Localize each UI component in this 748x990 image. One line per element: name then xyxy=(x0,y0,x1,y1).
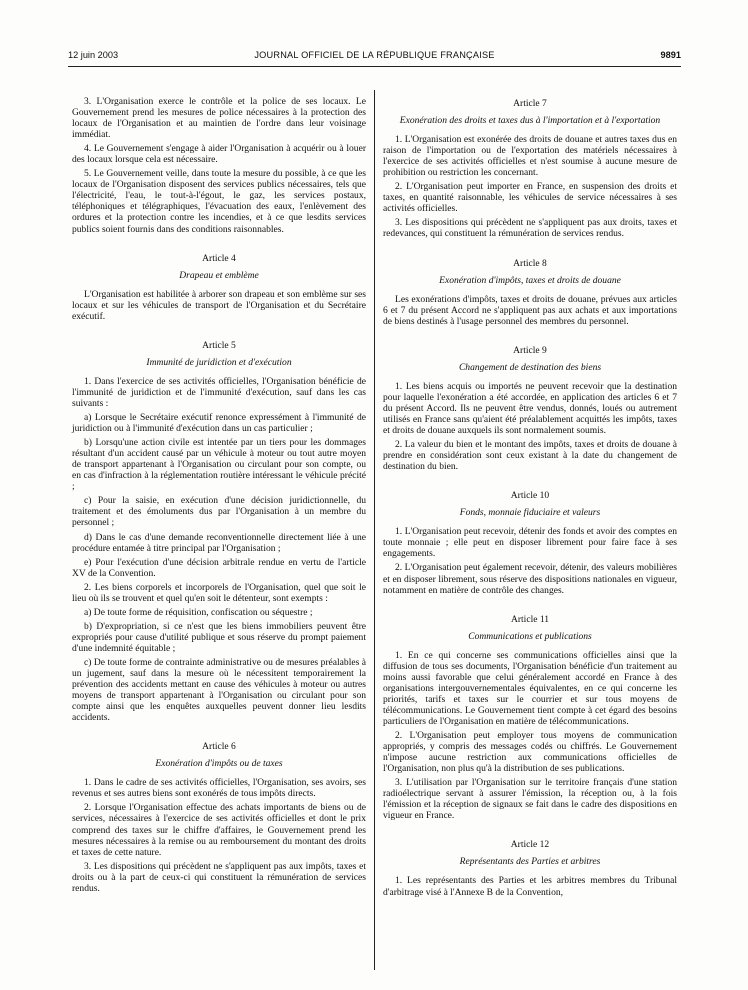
paragraph: 3. L'Organisation exerce le contrôle et la police de ses locaux. Le Gouvernement prend les mesures de police nécessaires à la protection des locaux de l'Organisation et au maintien de l'ordre dans leur voisinage immédiat. xyxy=(72,96,366,141)
article-11-subtitle: Communications et publications xyxy=(468,630,592,642)
article-11-title: Article 11 xyxy=(510,613,550,625)
paragraph: 1. L'Organisation est exonérée des droits de douane et autres taxes dus en raison de l'importation ou de l'exportation des matériels nécessaires à l'exercice de ses activités officielles et n'est soumise à aucune mesure de prohibition ou restriction les concernant. xyxy=(383,134,677,179)
paragraph: 2. L'Organisation peut employer tous moyens de communication appropriés, y compris des messages codés ou chiffrés. Le Gouvernement n'impose aucune restriction aux communications officielles de l'Organisation, non plus qu'à la distribution de ses publications. xyxy=(383,730,677,775)
header-journal-title: JOURNAL OFFICIEL DE LA RÉPUBLIQUE FRANÇAISE xyxy=(254,50,495,60)
paragraph: 2. La valeur du bien et le montant des impôts, taxes et droits de douane à prendre en considération sont ceux existant à la date du changement de destination du bien. xyxy=(383,439,677,473)
article-7-title: Article 7 xyxy=(513,98,547,109)
paragraph: a) Lorsque le Secrétaire exécutif renonce expressément à l'immunité de juridiction ou à l'immunité d'exécution dans un cas particulier ; xyxy=(72,412,366,435)
header-rule xyxy=(68,66,681,67)
paragraph: 3. L'utilisation par l'Organisation sur le territoire français d'une station radioélectrique servant à assurer l'émission, la réception ou, à la fois l'émission et la réception de signaux se fait dans le cadre des dispositions en vigueur en France. xyxy=(383,777,677,822)
article-8-subtitle: Exonération d'impôts, taxes et droits de douane xyxy=(439,274,621,286)
article-5-subtitle: Immunité de juridiction et d'exécution xyxy=(146,356,292,368)
header-date: 12 juin 2003 xyxy=(68,50,119,60)
article-6-title: Article 6 xyxy=(202,741,236,753)
paragraph: 1. En ce qui concerne ses communications officielles ainsi que la diffusion de tous ses documents, l'Organisation bénéficie d'un traitement au moins aussi favorable que celui généralement accordé en France à des organisations intergouvernementales équivalentes, en ce qui concerne les priorités, tarifs et taxes sur le courrier et sur tous moyens de télécommunications. Le Gouvernement tient compte à cet égard des besoins particuliers de l'Organisation en matière de télécommunications. xyxy=(383,649,677,727)
article-12-title: Article 12 xyxy=(510,839,550,851)
paragraph: c) Pour la saisie, en exécution d'une décision juridictionnelle, du traitement et des émoluments dus par l'Organisation à un membre du personnel ; xyxy=(72,495,366,529)
paragraph: 2. L'Organisation peut importer en France, en suspension des droits et taxes, en quantité raisonnable, les véhicules de service nécessaires à ses activités officielles. xyxy=(383,181,677,215)
paragraph: 3. Les dispositions qui précèdent ne s'appliquent pas aux impôts, taxes et droits ou à la part de ceux-ci qui constituent la rémunération de services rendus. xyxy=(72,860,366,894)
right-column xyxy=(383,96,677,901)
article-9-title: Article 9 xyxy=(513,344,547,356)
page-header xyxy=(68,50,681,64)
paragraph: Les exonérations d'impôts, taxes et droits de douane, prévues aux articles 6 et 7 du présent Accord ne s'appliquent pas aux achats et aux importations de biens destinés à l'usage personnel des membres du personnel. xyxy=(383,293,677,327)
paragraph: L'Organisation est habilitée à arborer son drapeau et son emblème sur ses locaux et sur les véhicules de transport de l'Organisation et du Secrétaire exécutif. xyxy=(72,288,366,322)
article-5-title: Article 5 xyxy=(202,339,236,351)
paragraph: 2. Les biens corporels et incorporels de l'Organisation, quel que soit le lieu où ils se trouvent et quel qu'en soit le détenteur, sont exempts : xyxy=(72,581,366,604)
paragraph: b) D'expropriation, si ce n'est que les biens immobiliers peuvent être expropriés pour cause d'utilité publique et sous réserve du prompt paiement d'une indemnité équitable ; xyxy=(72,620,366,654)
article-12-subtitle: Représentants des Parties et arbitres xyxy=(459,856,601,868)
article-4-title: Article 4 xyxy=(202,252,236,264)
article-7-subtitle: Exonération des droits et taxes dus à l'importation et à l'exportation xyxy=(399,115,661,127)
paragraph: 1. L'Organisation peut recevoir, détenir des fonds et avoir des comptes en toute monnaie ; elle peut en disposer librement pour faire face à ses engagements. xyxy=(383,526,677,560)
article-10-subtitle: Fonds, monnaie fiduciaire et valeurs xyxy=(459,507,601,519)
paragraph: a) De toute forme de réquisition, confiscation ou séquestre ; xyxy=(84,606,313,618)
paragraph: b) Lorsqu'une action civile est intentée par un tiers pour les dommages résultant d'un accident causé par un véhicule à moteur ou tout autre moyen de transport appartenant à l'Organisation ou circulant pour son compte, ou en cas d'infraction à la réglementation routière intéressant le véhicule précité ; xyxy=(72,437,366,493)
article-6-subtitle: Exonération d'impôts ou de taxes xyxy=(155,758,283,770)
paragraph: 2. Lorsque l'Organisation effectue des achats importants de biens ou de services, nécessaires à l'exercice de ses activités officielles et dont le prix comprend des taxes sur le chiffre d'affaires, le Gouvernement prend les mesures nécessaires à la remise ou au remboursement du montant des droits et taxes de cette nature. xyxy=(72,802,366,858)
paragraph: 1. Dans l'exercice de ses activités officielles, l'Organisation bénéficie de l'immunité de juridiction et de l'immunité d'exécution, sauf dans les cas suivants : xyxy=(72,375,366,409)
paragraph: 1. Les représentants des Parties et les arbitres membres du Tribunal d'arbitrage visé à l'Annexe B de la Convention, xyxy=(383,875,677,898)
article-9-subtitle: Changement de destination des biens xyxy=(458,361,602,373)
paragraph: 1. Dans le cadre de ses activités officielles, l'Organisation, ses avoirs, ses revenus et ses autres biens sont exonérés de tous impôts directs. xyxy=(72,777,366,800)
paragraph: 1. Les biens acquis ou importés ne peuvent recevoir que la destination pour laquelle l'exonération a été accordée, en application des articles 6 et 7 du présent Accord. Ils ne peuvent être vendus, donnés, loués ou autrement utilisés en France sans qu'aient été préalablement acquittés les impôts, taxes et droits de douane auxquels ils sont normalement soumis. xyxy=(383,380,677,437)
left-column xyxy=(72,96,366,897)
paragraph: 5. Le Gouvernement veille, dans toute la mesure du possible, à ce que les locaux de l'Organisation disposent des services publics nécessaires, tels que l'électricité, l'eau, le tout-à-l'égout, le gaz, les services postaux, téléphoniques et télégraphiques, l'évacuation des eaux, l'enlèvement des ordures et la protection contre les incendies, et à ce que lesdits services publics soient fournis dans des conditions raisonnables. xyxy=(72,168,366,235)
paragraph: 4. Le Gouvernement s'engage à aider l'Organisation à acquérir ou à louer des locaux lorsque cela est nécessaire. xyxy=(72,143,366,166)
column-divider xyxy=(374,90,375,970)
paragraph: 2. L'Organisation peut également recevoir, détenir, des valeurs mobilières et en disposer librement, sous réserve des dispositions nationales en vigueur, notamment en matière de contrôle des changes. xyxy=(383,562,677,596)
paragraph: 3. Les dispositions qui précèdent ne s'appliquent pas aux droits, taxes et redevances, qui constituent la rémunération de services rendus. xyxy=(383,217,677,240)
paragraph: d) Dans le cas d'une demande reconventionnelle directement liée à une procédure entamée à titre principal par l'Organisation ; xyxy=(72,531,366,554)
header-page-number: 9891 xyxy=(660,50,681,60)
article-4-subtitle: Drapeau et emblème xyxy=(179,269,259,281)
paragraph: c) De toute forme de contrainte administrative ou de mesures préalables à un jugement, sauf dans la mesure où le nécessitent temporairement la prévention des accidents mettant en cause des véhicules à moteur ou autres moyens de transport appartenant à l'Organisation ou circulant pour son compte ainsi que les enquêtes auxquelles peuvent donner lieu lesdits accidents. xyxy=(72,656,366,724)
article-10-title: Article 10 xyxy=(510,490,550,502)
paragraph: e) Pour l'exécution d'une décision arbitrale rendue en vertu de l'article XV de la Convention. xyxy=(72,556,366,579)
article-8-title: Article 8 xyxy=(513,257,547,269)
